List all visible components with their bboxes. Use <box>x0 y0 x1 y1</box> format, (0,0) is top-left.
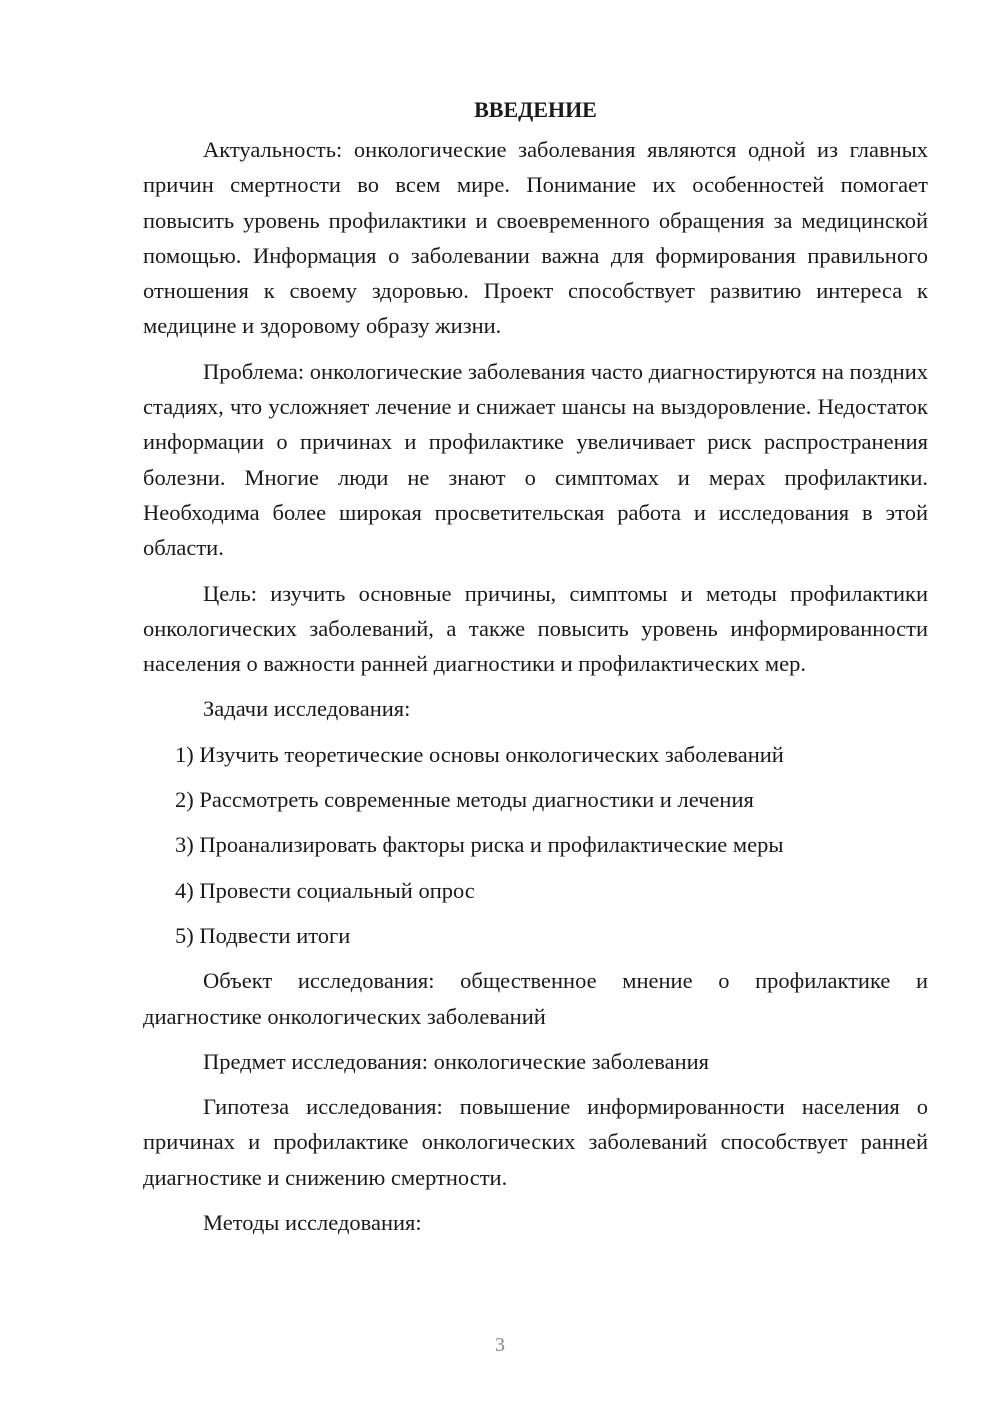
document-page <box>143 92 928 1250</box>
list-item: 3) Проанализировать факторы риска и профилактические меры <box>175 832 784 858</box>
page-number: 3 <box>495 1334 505 1356</box>
list-item: 4) Провести социальный опрос <box>175 877 475 903</box>
list-item: 2) Рассмотреть современные методы диагностики и лечения <box>175 787 754 813</box>
object-paragraph: Объект исследования: общественное мнение о профилактике и диагностике онкологических заболеваний <box>143 968 928 1029</box>
goal-paragraph: Цель: изучить основные причины, симптомы и методы профилактики онкологических заболеваний, а также повысить уровень информированности населения о важности ранней диагностики и профилактических мер. <box>143 580 928 677</box>
hypothesis-paragraph: Гипотеза исследования: повышение информированности населения о причинах и профилактике онкологических заболеваний способствует ранней диагностике и снижению смертности. <box>143 1094 928 1190</box>
subject-paragraph: Предмет исследования: онкологические заболевания <box>203 1048 710 1074</box>
list-item: 5) Подвести итоги <box>175 922 351 948</box>
tasks-list <box>143 737 928 953</box>
methods-title: Методы исследования: <box>203 1210 422 1236</box>
relevance-paragraph: Актуальность: онкологические заболевания являются одной из главных причин смертности во всем мире. Понимание их особенностей помогает повысить уровень профилактики и своевременного обращения за медицинской помощью. Информация о заболевании важна для формирования правильного отношения к своему здоровью. Проект способствует развитию интереса к медицине и здоровому образу жизни. <box>143 137 928 339</box>
tasks-title: Задачи исследования: <box>203 696 411 722</box>
list-item: 1) Изучить теоретические основы онкологических заболеваний <box>175 741 784 767</box>
problem-paragraph: Проблема: онкологические заболевания часто диагностируются на поздних стадиях, что усложняет лечение и снижает шансы на выздоровление. Недостаток информации о причинах и профилактике увеличивает риск распространения болезни. Многие люди не знают о симптомах и мерах профилактики. Необходима более широкая просветительская работа и исследования в этой области. <box>143 358 928 561</box>
section-heading: ВВЕДЕНИЕ <box>474 97 597 122</box>
